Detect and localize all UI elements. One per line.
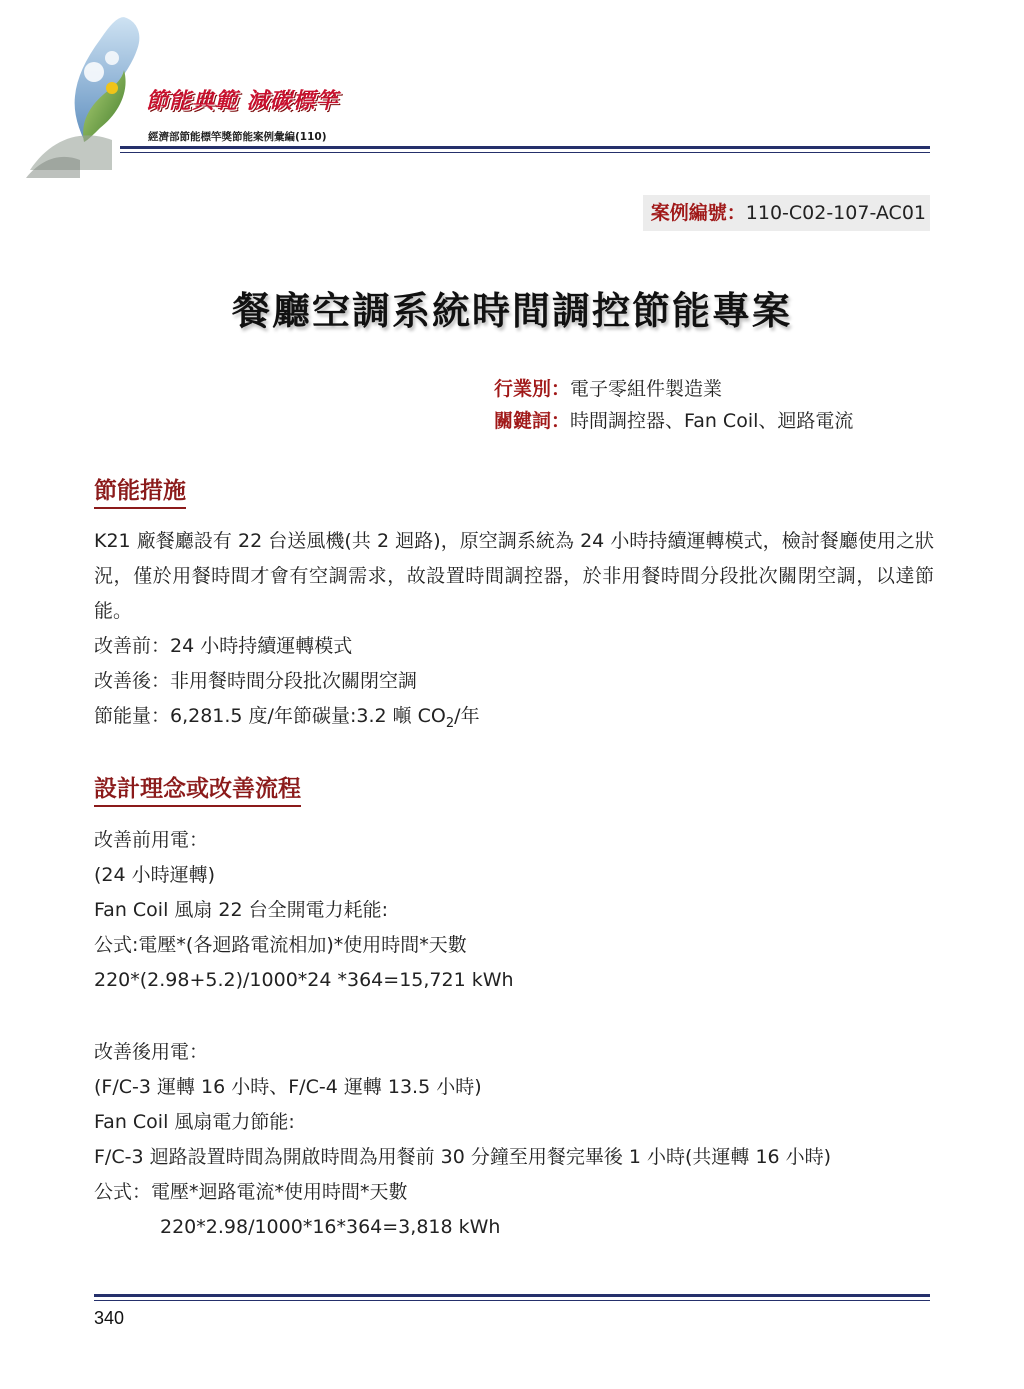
process-line: Fan Coil 風扇電力節能: (94, 1111, 295, 1133)
industry-line (494, 374, 722, 404)
keywords-label: 關鍵詞： (494, 410, 571, 432)
case-number-box (643, 195, 930, 231)
keywords-line (494, 406, 853, 436)
industry-value: 電子零組件製造業 (570, 378, 723, 400)
measures-paragraph: K21 廠餐廳設有 22 台送風機(共 2 迴路)，原空調系統為 24 小時持續運轉模式，檢討餐廳使用之狀況，僅於用餐時間才會有空調需求，故設置時間調控器，於非用餐時間分段批次關閉空調，以達節能。 (94, 530, 934, 622)
saving-suffix: /年 (454, 705, 480, 727)
process-line: (F/C-3 運轉 16 小時、F/C-4 運轉 13.5 小時) (94, 1076, 482, 1098)
process-line: 公式:電壓*(各迴路電流相加)*使用時間*天數 (94, 934, 467, 956)
section-heading-measures: 節能措施 (94, 472, 186, 509)
header-rule-thin (120, 152, 930, 153)
after-line: 改善後：非用餐時間分段批次關閉空調 (94, 670, 418, 692)
footer-rule (94, 1294, 930, 1297)
before-line: 改善前：24 小時持續運轉模式 (94, 635, 353, 657)
process-line: 改善後用電： (94, 1041, 209, 1063)
page-title: 餐廳空調系統時間調控節能專案 (231, 289, 792, 333)
process-line: (24 小時運轉) (94, 864, 216, 886)
saving-text: 節能量：6,281.5 度/年節碳量:3.2 噸 CO (94, 705, 446, 727)
brand-title: 節能典範 減碳標竿 (146, 88, 339, 114)
industry-label: 行業別： (494, 378, 571, 400)
case-number-label: 案例編號： (650, 202, 746, 224)
process-line: Fan Coil 風扇 22 台全開電力耗能: (94, 899, 389, 921)
header-rule (120, 146, 930, 149)
footer-rule-thin (94, 1300, 930, 1301)
keywords-value: 時間調控器、Fan Coil、迴路電流 (570, 410, 854, 432)
saving-line (94, 699, 480, 741)
case-number-value: 110-C02-107-AC01 (745, 202, 926, 224)
formula-after: 220*2.98/1000*16*364=3,818 kWh (160, 1216, 501, 1238)
process-line: 改善前用電： (94, 829, 209, 851)
section-heading-process: 設計理念或改善流程 (94, 770, 301, 807)
formula-before: 220*(2.98+5.2)/1000*24 *364=15,721 kWh (94, 969, 514, 991)
process-line: 公式：電壓*迴路電流*使用時間*天數 (94, 1181, 408, 1203)
page-number: 340 (94, 1308, 125, 1328)
taiwan-logo (20, 10, 160, 180)
saving-subscript: 2 (445, 715, 455, 731)
process-line: F/C-3 迴路設置時間為開啟時間為用餐前 30 分鐘至用餐完畢後 1 小時(共運轉 16 小時) (94, 1146, 832, 1168)
brand-subtitle: 經濟部節能標竿獎節能案例彙編(110) (148, 131, 327, 143)
